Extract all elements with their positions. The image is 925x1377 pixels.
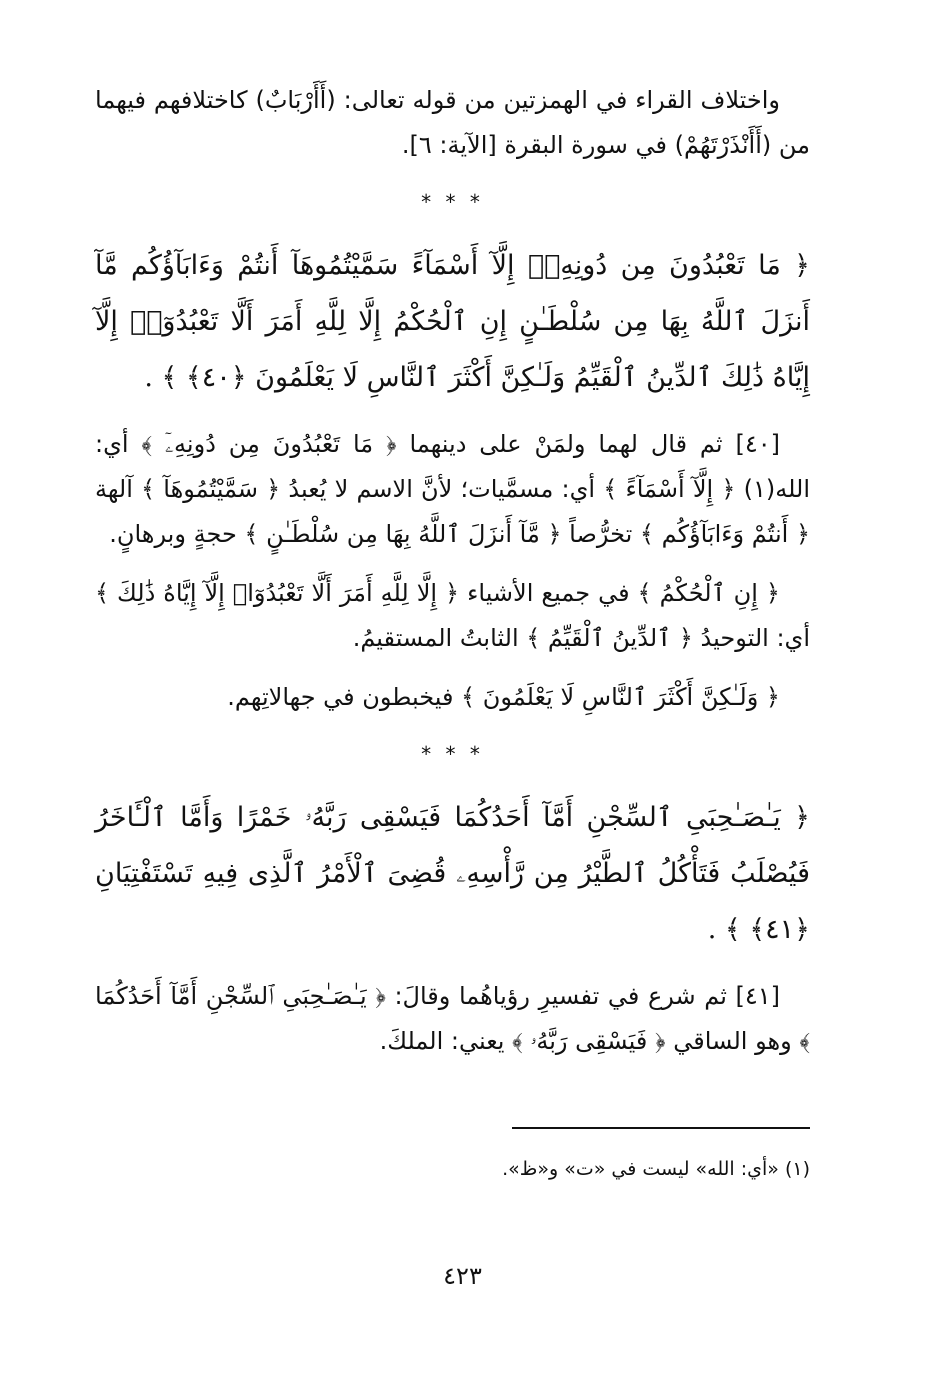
page-body (95, 78, 810, 1064)
section-separator: * * * (421, 742, 484, 766)
section-separator: * * * (421, 190, 484, 214)
footnote: (١) «أي: الله» ليست في «ت» و«ظ». (502, 1158, 810, 1180)
intro-paragraph: واختلاف القراء في الهمزتين من قوله تعالى: (أَأَرْبَابٌ) كاختلافهم فيهما من (أَأَنْذَرْتَهُمْ) في سورة البقرة [الآية: ٦]. (95, 86, 810, 159)
page-number: ٤٢٣ (443, 1262, 482, 1290)
commentary-40-paragraph-2: ﴿ إِنِ ٱلْحُكْمُ ﴾ في جميع الأشياء ﴿ إِلَّا لِلَّهِ أَمَرَ أَلَّا تَعْبُدُوٓا۟ إِلَّآ إِيَّاهُ ذَٰلِكَ ﴾ أي: التوحيدُ ﴿ ٱلدِّينُ ٱلْقَيِّمُ ﴾ الثابتُ المستقيمُ. (95, 579, 810, 652)
footnote-divider (512, 1127, 810, 1129)
quran-verse-41: ﴿ يَـٰصَـٰحِبَىِ ٱلسِّجْنِ أَمَّآ أَحَدُكُمَا فَيَسْقِى رَبَّهُۥ خَمْرًا وَأَمَّا ٱلْـَٔاخَرُ فَيُصْلَبُ فَتَأْكُلُ ٱلطَّيْرُ مِن رَّأْسِهِۦ قُضِىَ ٱلْأَمْرُ ٱلَّذِى فِيهِ تَسْتَفْتِيَانِ ﴿٤١﴾ ﴾ . (95, 802, 810, 945)
commentary-40-paragraph-3: ﴿ وَلَـٰكِنَّ أَكْثَرَ ٱلنَّاسِ لَا يَعْلَمُونَ ﴾ فيخبطون في جهالاتِهم. (227, 683, 780, 711)
quran-verse-40: ﴿ مَا تَعْبُدُونَ مِن دُونِهِۦٓ إِلَّآ أَسْمَآءً سَمَّيْتُمُوهَآ أَنتُمْ وَءَابَآؤُكُم مَّآ أَنزَلَ ٱللَّهُ بِهَا مِن سُلْطَـٰنٍ إِنِ ٱلْحُكْمُ إِلَّا لِلَّهِ أَمَرَ أَلَّا تَعْبُدُوٓا۟ إِلَّآ إِيَّاهُ ذَٰلِكَ ٱلدِّينُ ٱلْقَيِّمُ وَلَـٰكِنَّ أَكْثَرَ ٱلنَّاسِ لَا يَعْلَمُونَ ﴿٤٠﴾ ﴾ . (95, 250, 810, 393)
commentary-40-paragraph-1: [٤٠] ثم قال لهما ولمَنْ على دينهما ﴿ مَا تَعْبُدُونَ مِن دُونِهِۦٓ ﴾ أي: الله(١) ﴿ إِلَّآ أَسْمَآءً ﴾ أي: مسمَّيات؛ لأنَّ الاسم لا يُعبدُ ﴿ سَمَّيْتُمُوهَآ ﴾ آلهة ﴿ أَنتُمْ وَءَابَآؤُكُم ﴾ تخرُّصاً ﴿ مَّآ أَنزَلَ ٱللَّهُ بِهَا مِن سُلْطَـٰنٍ ﴾ حجةٍ وبرهانٍ. (95, 430, 810, 548)
commentary-41-paragraph: [٤١] ثم شرع في تفسيرِ رؤياهُما وقالَ: ﴿ يَـٰصَـٰحِبَىِ ٱلسِّجْنِ أَمَّآ أَحَدُكُمَا ﴾ وهو الساقي ﴿ فَيَسْقِى رَبَّهُۥ ﴾ يعني: الملكَ. (95, 982, 810, 1055)
